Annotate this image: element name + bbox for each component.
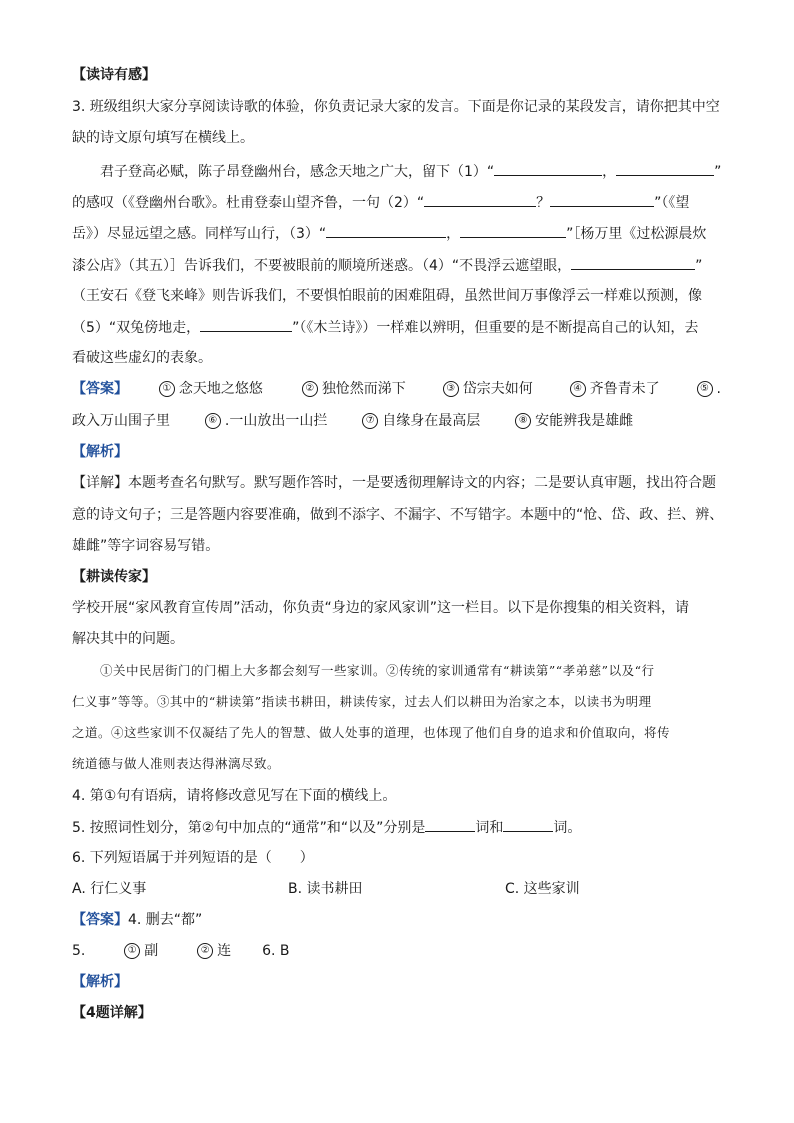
answer-text: . [716, 381, 721, 397]
comma: ， [602, 164, 617, 180]
option-a: A. 行仁义事 [72, 881, 147, 897]
circle-number: ⑦ [362, 413, 378, 429]
answer-row-q5-q6 [72, 941, 290, 961]
detail-4-label: 【4题详解】 [72, 1005, 152, 1021]
passage-text: ”［杨万里《过松源晨炊 [566, 226, 707, 242]
question-text: 词和 [475, 820, 504, 836]
question-text: 5. 按照词性划分，第②句中加点的“通常”和“以及”分别是 [72, 820, 426, 836]
answer-text: 5. [72, 943, 86, 959]
passage-line-2 [72, 192, 689, 213]
question-3-line-1: 3. 班级组织大家分享阅读诗歌的体验，你负责记录大家的发言。下面是你记录的某段发言，请你把其中空 [72, 99, 720, 115]
answer-row-2 [72, 411, 633, 431]
analysis-label: 【解析】 [72, 444, 128, 460]
question-text: 词。 [553, 820, 582, 836]
answer-text: 岱宗夫如何 [462, 381, 533, 397]
answer-text: 4. 删去“都” [128, 912, 203, 928]
passage-line-3 [72, 223, 706, 244]
question-5 [72, 817, 581, 838]
answer-row-1 [72, 379, 721, 399]
circle-number: ⑥ [205, 413, 221, 429]
section-heading-poetry: 【读诗有感】 [72, 67, 156, 83]
answer-text: 副 [144, 943, 159, 959]
section-heading-family: 【耕读传家】 [72, 569, 156, 585]
circle-number: ⑤ [697, 381, 713, 397]
answer-text: 念天地之悠悠 [178, 381, 263, 397]
answer-text: .一山放出一山拦 [224, 413, 328, 429]
comma: ， [446, 226, 461, 242]
quote-close: ” [714, 164, 722, 180]
answer-label: 【答案】 [72, 381, 128, 397]
blank-3b[interactable] [460, 223, 566, 238]
answer-text: 连 [217, 943, 232, 959]
circle-number: ④ [570, 381, 586, 397]
passage-line-7: 看破这些虚幻的表象。 [72, 350, 212, 366]
blank-1b[interactable] [616, 161, 714, 176]
passage-text: ”（《望 [654, 195, 690, 211]
passage-line-1 [100, 161, 721, 182]
passage-text: ”（《木兰诗》）一样难以辨明，但重要的是不断提高自己的认知，去 [292, 320, 699, 336]
question-4: 4. 第①句有语病，请将修改意见写在下面的横线上。 [72, 788, 397, 804]
question-3-line-2: 缺的诗文原句填写在横线上。 [72, 130, 254, 146]
circle-number: ② [302, 381, 318, 397]
option-b: B. 读书耕田 [288, 881, 363, 897]
blank-1a[interactable] [494, 161, 602, 176]
circle-number: ② [197, 943, 213, 959]
passage-text: （5）“双兔傍地走， [72, 320, 201, 336]
detail-line-1: 【详解】本题考查名句默写。默写题作答时，一是要透彻理解诗文的内容；二是要认真审题，找出符合题 [72, 475, 716, 491]
intro-line-2: 解决其中的问题。 [72, 631, 184, 647]
blank-q5b[interactable] [503, 817, 553, 832]
question-6: 6. 下列短语属于并列短语的是（ ） [72, 850, 314, 866]
passage-text: 的感叹（《登幽州台歌》。杜甫登泰山望齐鲁，一句（2）“ [72, 195, 425, 211]
circle-number: ① [159, 381, 175, 397]
analysis-label-2: 【解析】 [72, 974, 128, 990]
material-line-1: ①关中民居街门的门楣上大多都会刻写一些家训。②传统的家训通常有“耕读第”“孝弟慈”以及“行 [100, 663, 655, 678]
material-line-4: 统道德与做人准则表达得淋漓尽致。 [72, 756, 281, 771]
blank-2a[interactable] [424, 192, 536, 207]
answer-text: 自缘身在最高层 [382, 413, 481, 429]
quote-close: ” [695, 258, 703, 274]
detail-line-2: 意的诗文句子；三是答题内容要准确，做到不添字、不漏字、不写错字。本题中的“怆、岱、政、拦、辨、 [72, 507, 724, 523]
answer-label: 【答案】 [72, 912, 128, 928]
option-c: C. 这些家训 [505, 881, 580, 897]
passage-line-5: （王安石《登飞来峰》则告诉我们，不要惧怕眼前的困难阻碍，虽然世间万事像浮云一样难以预测，像 [72, 288, 702, 304]
passage-text: 岳》）尽显远望之感。同样写山行，（3）“ [72, 226, 327, 242]
circle-number: ⑧ [515, 413, 531, 429]
material-line-3: 之道。④这些家训不仅凝结了先人的智慧、做人处事的道理，也体现了他们自身的追求和价值取向，将传 [72, 725, 671, 740]
passage-line-4 [72, 255, 702, 276]
answer-text: 齐鲁青未了 [589, 381, 660, 397]
answer-text: 安能辨我是雄雌 [535, 413, 634, 429]
blank-4[interactable] [571, 255, 695, 270]
circle-number: ① [124, 943, 140, 959]
material-line-2: 仁义事”等等。③其中的“耕读第”指读书耕田，耕读传家，过去人们以耕田为治家之本，以读书为明理 [72, 694, 652, 709]
passage-text: 君子登高必赋，陈子昂登幽州台，感念天地之广大，留下（1）“ [100, 164, 495, 180]
passage-text: 漆公店》（其五）］告诉我们，不要被眼前的顺境所迷惑。（4）“不畏浮云遮望眼， [72, 258, 572, 274]
blank-2b[interactable] [550, 192, 654, 207]
answer-text: 独怆然而涕下 [321, 381, 406, 397]
answer-row-q4 [72, 910, 202, 930]
blank-5[interactable] [200, 317, 292, 332]
intro-line-1: 学校开展“家风教育宣传周”活动，你负责“身边的家风家训”这一栏目。以下是你搜集的相关资料，请 [72, 600, 690, 616]
answer-text: 6. B [262, 943, 290, 959]
question-mark: ？ [536, 195, 551, 211]
answer-text: 政入万山围子里 [72, 413, 170, 429]
detail-line-3: 雄雌”等字词容易写错。 [72, 538, 220, 554]
circle-number: ③ [443, 381, 459, 397]
blank-q5a[interactable] [425, 817, 475, 832]
blank-3a[interactable] [326, 223, 446, 238]
passage-line-6 [72, 317, 698, 338]
